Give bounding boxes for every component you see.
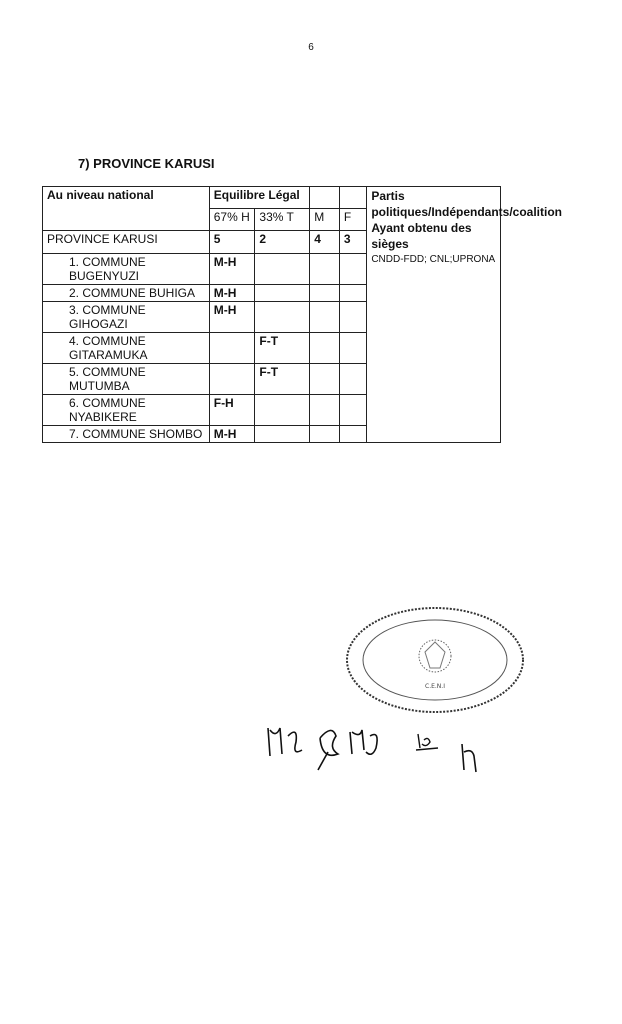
commune-m xyxy=(310,301,340,332)
commune-name: 6. COMMUNE NYABIKERE xyxy=(43,394,210,425)
header-parties: Partis politiques/Indépendants/coalition Ayant obtenu des sièges xyxy=(367,187,501,254)
commune-name: 4. COMMUNE GITARAMUKA xyxy=(43,332,210,363)
commune-t: F-T xyxy=(255,363,310,394)
commune-m xyxy=(310,332,340,363)
commune-m xyxy=(310,253,340,284)
commune-h: M-H xyxy=(209,301,255,332)
section-title: 7) PROVINCE KARUSI xyxy=(78,156,215,171)
commune-f xyxy=(339,332,366,363)
commune-name: 2. COMMUNE BUHIGA xyxy=(43,284,210,301)
header-national: Au niveau national xyxy=(43,187,210,231)
commune-h xyxy=(209,332,255,363)
province-name: PROVINCE KARUSI xyxy=(43,231,210,253)
commune-h: M-H xyxy=(209,253,255,284)
commune-m xyxy=(310,425,340,442)
commune-t xyxy=(255,253,310,284)
commune-f xyxy=(339,284,366,301)
commune-h xyxy=(209,363,255,394)
results-table xyxy=(42,186,563,443)
province-t: 2 xyxy=(255,231,310,253)
commune-f xyxy=(339,253,366,284)
header-equilibre: Equilibre Légal xyxy=(209,187,310,209)
commune-name: 5. COMMUNE MUTUMBA xyxy=(43,363,210,394)
parties-list: CNDD-FDD; CNL;UPRONA xyxy=(367,253,501,442)
commune-t xyxy=(255,301,310,332)
commune-name: 1. COMMUNE BUGENYUZI xyxy=(43,253,210,284)
province-f: 3 xyxy=(339,231,366,253)
header-m: M xyxy=(310,209,340,231)
header-row-top xyxy=(43,187,501,209)
table-row xyxy=(43,253,501,284)
header-pct-t: 33% T xyxy=(255,209,310,231)
commune-t xyxy=(255,425,310,442)
commune-h: M-H xyxy=(209,284,255,301)
commune-m xyxy=(310,394,340,425)
commune-f xyxy=(339,363,366,394)
signatures xyxy=(258,708,518,788)
header-f: F xyxy=(339,209,366,231)
commune-name: 3. COMMUNE GIHOGAZI xyxy=(43,301,210,332)
commune-h: M-H xyxy=(209,425,255,442)
header-empty-m xyxy=(310,187,340,209)
svg-text:C.E.N.I: C.E.N.I xyxy=(425,683,445,690)
commune-t xyxy=(255,284,310,301)
province-m: 4 xyxy=(310,231,340,253)
commune-t xyxy=(255,394,310,425)
province-h: 5 xyxy=(209,231,255,253)
commune-name: 7. COMMUNE SHOMBO xyxy=(43,425,210,442)
commune-m xyxy=(310,363,340,394)
header-empty-f xyxy=(339,187,366,209)
commune-f xyxy=(339,301,366,332)
page-number: 6 xyxy=(308,42,314,53)
official-seal xyxy=(340,600,530,720)
commune-f xyxy=(339,425,366,442)
header-pct-h: 67% H xyxy=(209,209,255,231)
commune-f xyxy=(339,394,366,425)
commune-h: F-H xyxy=(209,394,255,425)
commune-t: F-T xyxy=(255,332,310,363)
commune-m xyxy=(310,284,340,301)
